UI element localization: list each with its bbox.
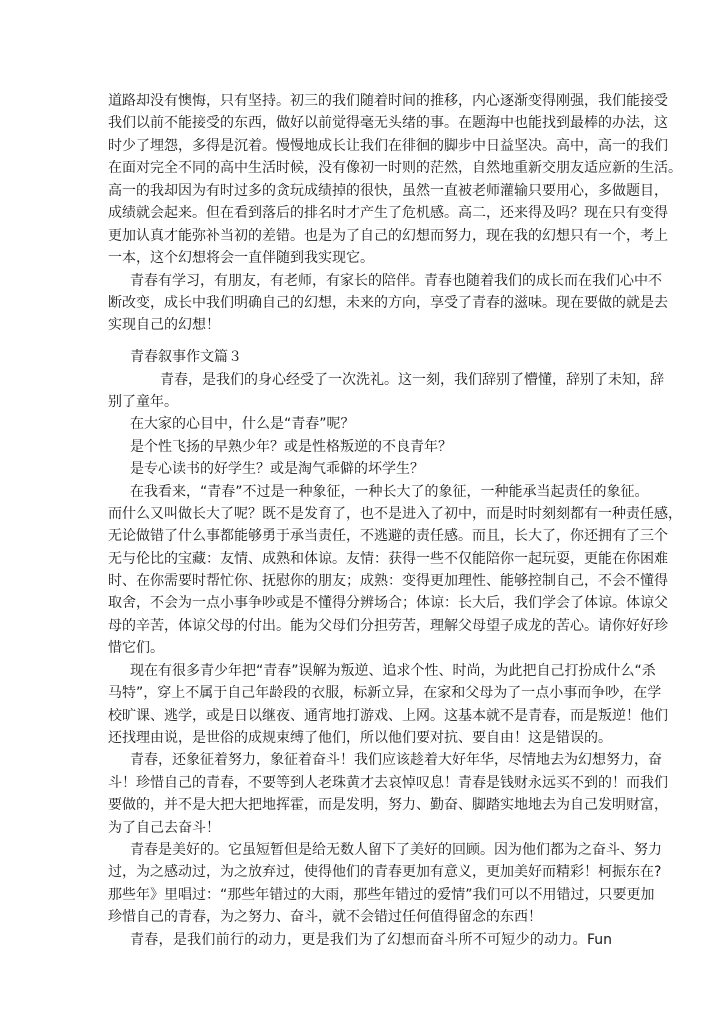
section-title: 青春叙事作文篇３ — [130, 349, 242, 365]
text-line: 青春是美好的。它虽短暂但是给无数人留下了美好的回顾。因为他们都为之奋斗、努力 — [130, 842, 662, 858]
text-line: 马特”，穿上不属于自己年龄段的衣服，标新立异，在家和父母为了一点小事而争吵，在学 — [108, 685, 662, 701]
text-line: 过，为之感动过，为之放弃过，使得他们的青春更加有意义，更加美好而精彩！柯振东在? — [108, 864, 662, 880]
text-line: 高一的我却因为有时过多的贪玩成绩掉的很快，虽然一直被老师灌输只要用心，多做题目， — [108, 183, 668, 199]
text-line: 我们以前不能接受的东西，做好以前觉得毫无头绪的事。在题海中也能找到最棒的办法，这 — [108, 115, 668, 131]
text-line: 青春有学习，有朋友，有老师，有家长的陪伴。青春也随着我们的成长而在我们心中不 — [130, 273, 662, 289]
text-line: 还找理由说，是世俗的成规束缚了他们，所以他们要对抗、要自由！这是错误的。 — [108, 730, 612, 746]
text-line: 无与伦比的宝藏：友情、成熟和体谅。友情：获得一些不仅能陪你一起玩耍，更能在你困难 — [108, 551, 668, 567]
text-line: 在面对完全不同的高中生活时候，没有像初一时则的茫然，自然地重新交朋友适应新的生活。 — [108, 160, 682, 176]
text-line: 为了自己去奋斗！ — [108, 820, 220, 836]
text-line: 取舍，不会为一点小事争吵或是不懂得分辨场合；体谅：长大后，我们学会了体谅。体谅父 — [108, 595, 668, 611]
text-line: 而什么又叫做长大了呢？既不是发育了，也不是进入了初中，而是时时刻刻都有一种责任感， — [108, 506, 682, 522]
text-line: 青春，是我们的身心经受了一次洗礼。这一刻，我们辞别了懵懂，辞别了未知，辞 — [160, 372, 664, 388]
text-line: 珍惜自己的青春，为之努力、奋斗，就不会错过任何值得留念的东西！ — [108, 909, 542, 925]
text-line: 在大家的心目中，什么是“青春”呢？ — [130, 416, 355, 432]
text-line: 是专心读书的好学生？或是淘气乖僻的坏学生？ — [130, 461, 424, 477]
text-line: 一本，这个幻想将会一直伴随到我实现它。 — [108, 250, 374, 266]
text-line: 实现自己的幻想！ — [108, 317, 220, 333]
text-line: 现在有很多青少年把“青春”误解为叛逆、追求个性、时尚，为此把自己打扮成什么“杀 — [130, 663, 656, 679]
text-line: 无论做错了什么事都能够勇于承当责任，不逃避的责任感。而且，长大了，你还拥有了三个 — [108, 528, 668, 544]
text-line: 别了童年。 — [108, 394, 178, 410]
text-line: 更加认真才能弥补当初的差错。也是为了自己的幻想而努力，现在我的幻想只有一个，考上 — [108, 228, 668, 244]
text-line: 那些年》里唱过：“那些年错过的大雨，那些年错过的爱情”我们可以不用错过，只要更加 — [108, 887, 655, 903]
text-line: 母的辛苦，体谅父母的付出。能为父母们分担劳苦，理解父母望子成龙的苦心。请你好好珍 — [108, 618, 668, 634]
text-line: 青春，还象征着努力，象征着奋斗！我们应该趁着大好年华，尽情地去为幻想努力，奋 — [130, 752, 662, 768]
text-line: 成绩就会起来。但在看到落后的排名时才产生了危机感。高二，还来得及吗？现在只有变得 — [108, 205, 668, 221]
text-line: 道路却没有懊悔，只有坚持。初三的我们随着时间的推移，内心逐渐变得刚强，我们能接受 — [108, 93, 668, 109]
text-line: 时少了埋怨，多得是沉着。慢慢地成长让我们在徘徊的脚步中日益坚决。高中，高一的我们 — [108, 138, 668, 154]
text-line: 斗！珍惜自己的青春，不要等到人老珠黄才去哀悼叹息！青春是钱财永远买不到的！而我们 — [108, 775, 668, 791]
text-line: 惜它们。 — [108, 640, 164, 656]
text-line: 在我看来，“青春”不过是一种象征，一种长大了的象征，一种能承当起责任的象征。 — [130, 484, 649, 500]
text-line: 校旷课、逃学，或是日以继夜、通宵地打游戏、上网。这基本就不是青春，而是叛逆！他们 — [108, 708, 668, 724]
text-line: 青春，是我们前行的动力，更是我们为了幻想而奋斗所不可短少的动力。Fun — [130, 932, 612, 948]
text-line: 要做的，并不是大把大把地挥霍，而是发明，努力、勤奋、脚踏实地地去为自己发明财富， — [108, 797, 668, 813]
text-line: 是个性飞扬的早熟少年？或是性格叛逆的不良青年？ — [130, 439, 452, 455]
text-line: 时、在你需要时帮忙你、抚慰你的朋友；成熟：变得更加理性、能够控制自己，不会不懂得 — [108, 573, 668, 589]
text-line: 断改变，成长中我们明确自己的幻想，未来的方向，享受了青春的滋味。现在要做的就是去 — [108, 295, 668, 311]
